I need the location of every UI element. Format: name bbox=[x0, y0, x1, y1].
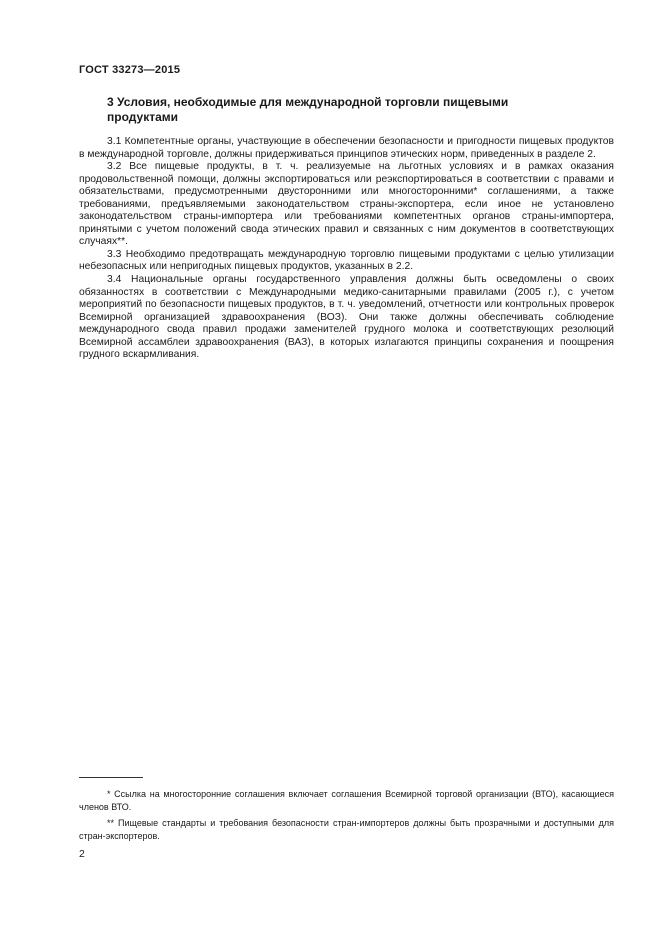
footnote-2: ** Пищевые стандарты и требования безопасности стран-импортеров должны быть прозрачными и доступными для стран-экспортеров. bbox=[79, 818, 614, 841]
page-number: 2 bbox=[79, 848, 85, 860]
paragraph-3-1: 3.1 Компетентные органы, участвующие в обеспечении безопасности и пригодности пищевых продуктов в международной торговле, должны придерживаться принципов этических норм, приведенных в разделе 2. bbox=[79, 136, 614, 160]
section-heading: 3 Условия, необходимые для международной торговли пищевыми продуктами bbox=[107, 95, 509, 124]
paragraph-3-4: 3.4 Национальные органы государственного управления должны быть осведомлены о своих обязанностях в соответствии с Международными медико-санитарными правилами (2005 г.), с учетом мероприятий по безопасности пищевых продуктов, в т. ч. уведомлений, отчетности или контрольных проверок Всемирной организацией здравоохранения (ВОЗ). Они также должны обеспечивать соблюдение международного свода правил продажи заменителей грудного молока и соответствующих резолюций Всемирной ассамблеи здравоохранения (ВАЗ), в которых излагаются принципы сохранения и поощрения грудного вскармливания. bbox=[79, 274, 614, 361]
paragraph-3-3: 3.3 Необходимо предотвращать международную торговлю пищевыми продуктами с целью утилизации небезопасных или непригодных пищевых продуктов, указанных в 2.2. bbox=[79, 248, 614, 273]
document-header: ГОСТ 33273—2015 bbox=[79, 64, 181, 76]
section-body bbox=[79, 136, 614, 362]
paragraph-3-2: 3.2 Все пищевые продукты, в т. ч. реализуемые на льготных условиях и в рамках оказания продовольственной помощи, должны экспортироваться или реэкспортироваться в соответствии с правами и обязательствами, предусмотренными двусторонними или многосторонними* соглашениями, а также требованиями, предъявляемыми законодательством страны-экспортера, если иное не установлено законодательством страны-импортера или требованиями компетентных органов страны-импортера, принятыми с учетом положений свода этических правил и связанных с ним документов в соответствующих случаях**. bbox=[79, 161, 614, 248]
footnote-separator bbox=[79, 777, 143, 778]
footnotes bbox=[79, 788, 614, 846]
footnote-1: * Ссылка на многосторонние соглашения включает соглашения Всемирной торговой организации (ВТО), касающиеся членов ВТО. bbox=[79, 789, 614, 812]
